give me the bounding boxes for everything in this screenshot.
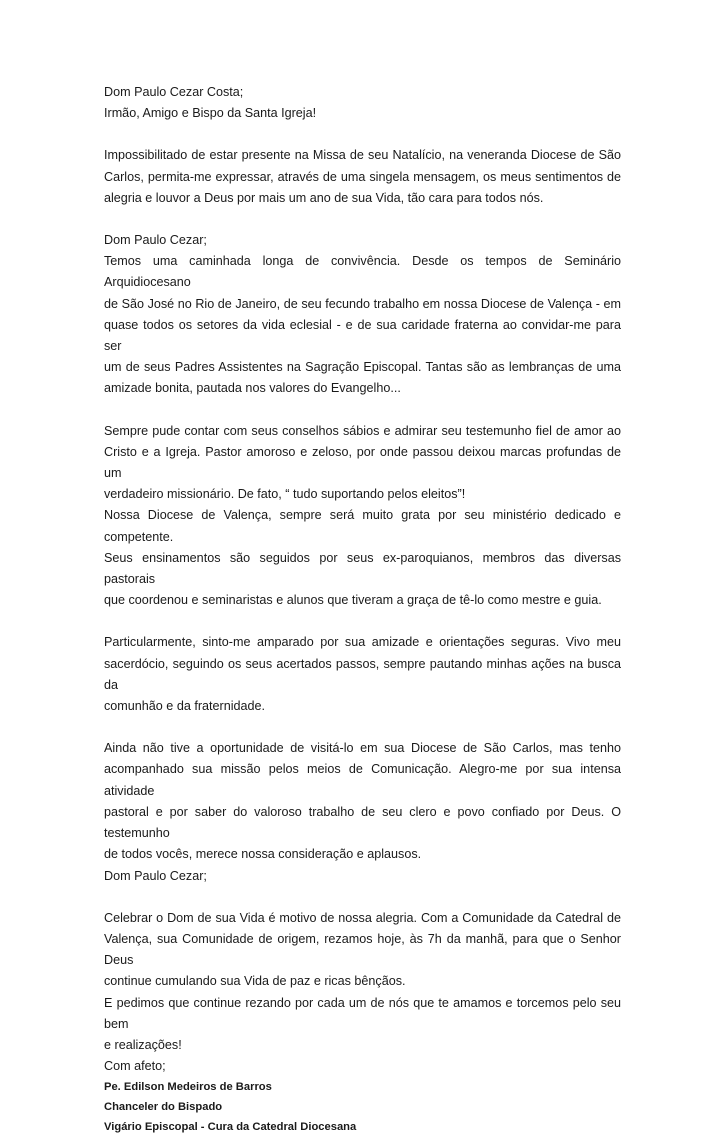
paragraph-line: quase todos os setores da vida eclesial - e de sua caridade fraterna ao convidar-me para ser [104, 317, 621, 354]
paragraph-line: que coordenou e seminaristas e alunos que tiveram a graça de tê-lo como mestre e guia. [104, 593, 602, 608]
paragraph-missao [104, 738, 621, 886]
paragraph-line: Cristo e a Igreja. Pastor amoroso e zeloso, por onde passou deixou marcas profundas de um [104, 444, 621, 481]
spacer [104, 717, 621, 738]
signature-block [104, 1077, 621, 1137]
letter-body [104, 82, 621, 1137]
spacer [104, 124, 621, 145]
signature-title-2: Vigário Episcopal - Cura da Catedral Diocesana [104, 1121, 357, 1134]
paragraph-line: Valença, sua Comunidade de origem, rezamos hoje, às 7h da manhã, para que o Senhor Deus [104, 931, 621, 968]
paragraph-line: verdadeiro missionário. De fato, “ tudo suportando pelos eleitos”! [104, 487, 466, 502]
paragraph-celebrar [104, 908, 621, 1078]
paragraph-testemunho [104, 421, 621, 612]
paragraph-amizade [104, 632, 621, 717]
salutation-line-2: Irmão, Amigo e Bispo da Santa Igreja! [104, 106, 317, 121]
paragraph-line: Sempre pude contar com seus conselhos sábios e admirar seu testemunho fiel de amor ao [104, 423, 621, 438]
paragraph-line: Ainda não tive a oportunidade de visitá-lo em sua Diocese de São Carlos, mas tenho [104, 741, 621, 756]
paragraph-line: Temos uma caminhada longa de convivência. Desde os tempos de Seminário Arquidiocesano [104, 254, 621, 290]
paragraph-line: continue cumulando sua Vida de paz e ricas bênçãos. [104, 974, 406, 989]
signature-title-1: Chanceler do Bispado [104, 1101, 223, 1114]
paragraph-greeting: Dom Paulo Cezar; [104, 233, 207, 248]
paragraph-line: Carlos, permita-me expressar, através de uma singela mensagem, os meus sentimentos de [104, 169, 621, 184]
paragraph-line: acompanhado sua missão pelos meios de Comunicação. Alegro-me por sua intensa atividade [104, 762, 621, 798]
paragraph-line: Celebrar o Dom de sua Vida é motivo de nossa alegria. Com a Comunidade da Catedral de [104, 910, 621, 925]
paragraph-natalicio [104, 145, 621, 209]
paragraph-line: de todos vocês, merece nossa consideração e aplausos. [104, 847, 422, 862]
paragraph-line: alegria e louvor a Deus por mais um ano de sua Vida, tão cara para todos nós. [104, 190, 544, 205]
spacer [104, 209, 621, 230]
paragraph-line: Nossa Diocese de Valença, sempre será muito grata por seu ministério dedicado e competente. [104, 508, 621, 544]
paragraph-convivencia [104, 230, 621, 400]
paragraph-line: Seus ensinamentos são seguidos por seus ex-paroquianos, membros das diversas pastorais [104, 550, 621, 587]
paragraph-line: comunhão e da fraternidade. [104, 699, 266, 714]
paragraph-line: Impossibilitado de estar presente na Missa de seu Natalício, na veneranda Diocese de São [104, 148, 621, 163]
paragraph-line: Com afeto; [104, 1059, 166, 1074]
paragraph-line: Dom Paulo Cezar; [104, 868, 207, 883]
spacer [104, 611, 621, 632]
paragraph-line: E pedimos que continue rezando por cada um de nós que te amamos e torcemos pelo seu bem [104, 995, 621, 1031]
paragraph-line: e realizações! [104, 1037, 182, 1052]
paragraph-line: amizade bonita, pautada nos valores do Evangelho... [104, 381, 401, 396]
paragraph-line: pastoral e por saber do valoroso trabalho de seu clero e povo confiado por Deus. O testemunho [104, 804, 621, 841]
paragraph-line: sacerdócio, seguindo os seus acertados passos, sempre pautando minhas ações na busca da [104, 656, 621, 692]
signature-name: Pe. Edilson Medeiros de Barros [104, 1081, 272, 1094]
paragraph-line: de São José no Rio de Janeiro, de seu fecundo trabalho em nossa Diocese de Valença - em [104, 296, 621, 311]
salutation-line-1: Dom Paulo Cezar Costa; [104, 85, 244, 99]
spacer [104, 887, 621, 908]
paragraph-line: Particularmente, sinto-me amparado por sua amizade e orientações seguras. Vivo meu [104, 635, 621, 650]
spacer [104, 400, 621, 421]
paragraph-line: um de seus Padres Assistentes na Sagração Episcopal. Tantas são as lembranças de uma [104, 360, 621, 375]
